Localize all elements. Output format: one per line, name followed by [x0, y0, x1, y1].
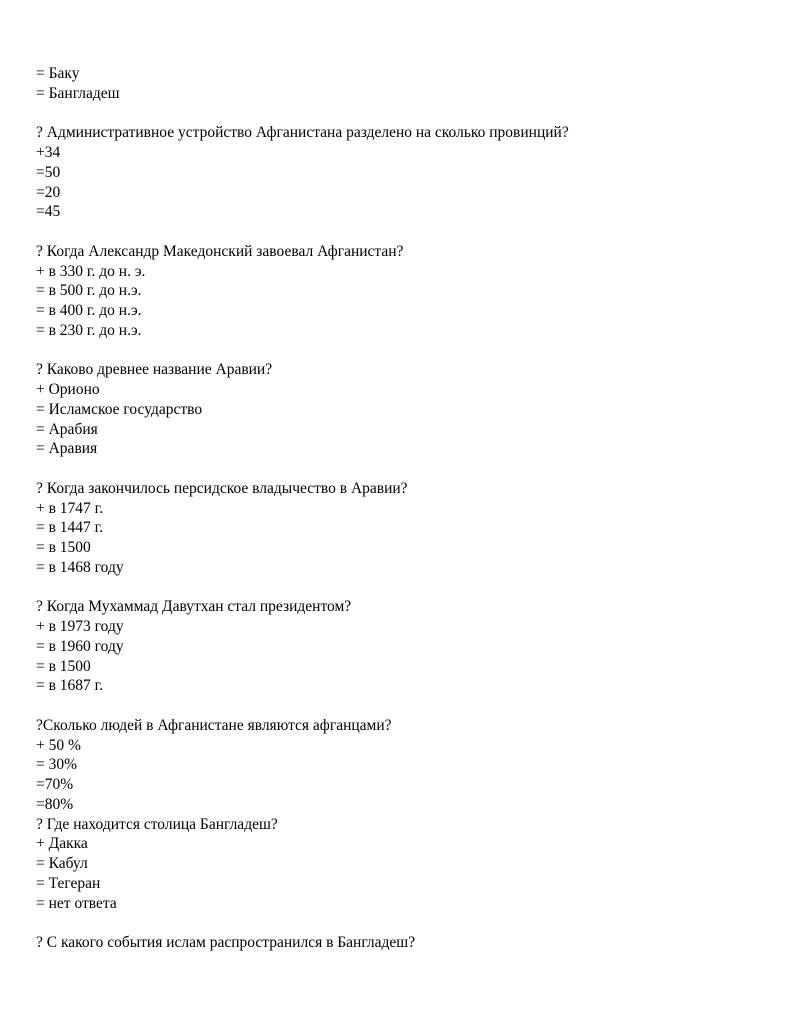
answer-option-line: = нет ответа: [36, 894, 117, 912]
blank-line: [36, 459, 776, 479]
question-line: ? Когда Александр Македонский завоевал Афганистан?: [36, 242, 404, 260]
answer-option-line: = Аравия: [36, 440, 98, 458]
answer-option-line: =45: [36, 203, 61, 221]
answer-option-line: = в 1960 году: [36, 637, 124, 655]
blank-line: [36, 578, 776, 598]
correct-answer-line: + Дакка: [36, 835, 88, 853]
answer-option-line: = в 230 г. до н.э.: [36, 321, 142, 339]
blank-line: [36, 341, 776, 361]
correct-answer-line: +34: [36, 144, 61, 161]
answer-option-line: = 30%: [36, 756, 78, 774]
answer-option-line: = в 400 г. до н.э.: [36, 302, 142, 319]
question-line: ? Административное устройство Афганистана разделено на сколько провинций?: [36, 124, 569, 142]
answer-option-line: = в 1468 году: [36, 558, 124, 576]
correct-answer-line: + в 1747 г.: [36, 499, 104, 517]
answer-option-line: = Баку: [36, 65, 80, 82]
correct-answer-line: + Орионо: [36, 381, 100, 398]
answer-option-line: = Бангладеш: [36, 84, 120, 102]
answer-option-line: =50: [36, 163, 61, 181]
correct-answer-line: + в 330 г. до н. э.: [36, 262, 146, 280]
answer-option-line: = в 500 г. до н.э.: [36, 282, 142, 300]
answer-option-line: = Арабия: [36, 420, 98, 438]
answer-option-line: = Исламское государство: [36, 400, 203, 418]
question-line: ? Где находится столица Бангладеш?: [36, 815, 278, 833]
answer-option-line: = Тегеран: [36, 874, 101, 892]
answer-option-line: = в 1447 г.: [36, 519, 104, 537]
blank-line: [36, 913, 776, 933]
correct-answer-line: + 50 %: [36, 736, 81, 754]
question-line: ? С какого события ислам распространился в Бангладеш?: [36, 934, 416, 951]
answer-option-line: = в 1687 г.: [36, 677, 104, 695]
question-line: ?Сколько людей в Афганистане являются афганцами?: [36, 716, 392, 734]
correct-answer-line: + в 1973 году: [36, 618, 124, 635]
blank-line: [36, 104, 776, 124]
question-line: ? Каково древнее название Аравии?: [36, 361, 273, 379]
blank-line: [36, 222, 776, 242]
answer-option-line: =80%: [36, 795, 74, 813]
answer-option-line: = в 1500: [36, 539, 91, 556]
answer-option-line: =70%: [36, 776, 74, 793]
answer-option-line: = Кабул: [36, 855, 88, 872]
answer-option-line: =20: [36, 183, 61, 201]
blank-line: [36, 696, 776, 716]
document-page: [36, 64, 776, 953]
question-line: ? Когда Мухаммад Давутхан стал президентом?: [36, 598, 352, 616]
answer-option-line: = в 1500: [36, 657, 91, 675]
question-line: ? Когда закончилось персидское владычество в Аравии?: [36, 479, 408, 497]
